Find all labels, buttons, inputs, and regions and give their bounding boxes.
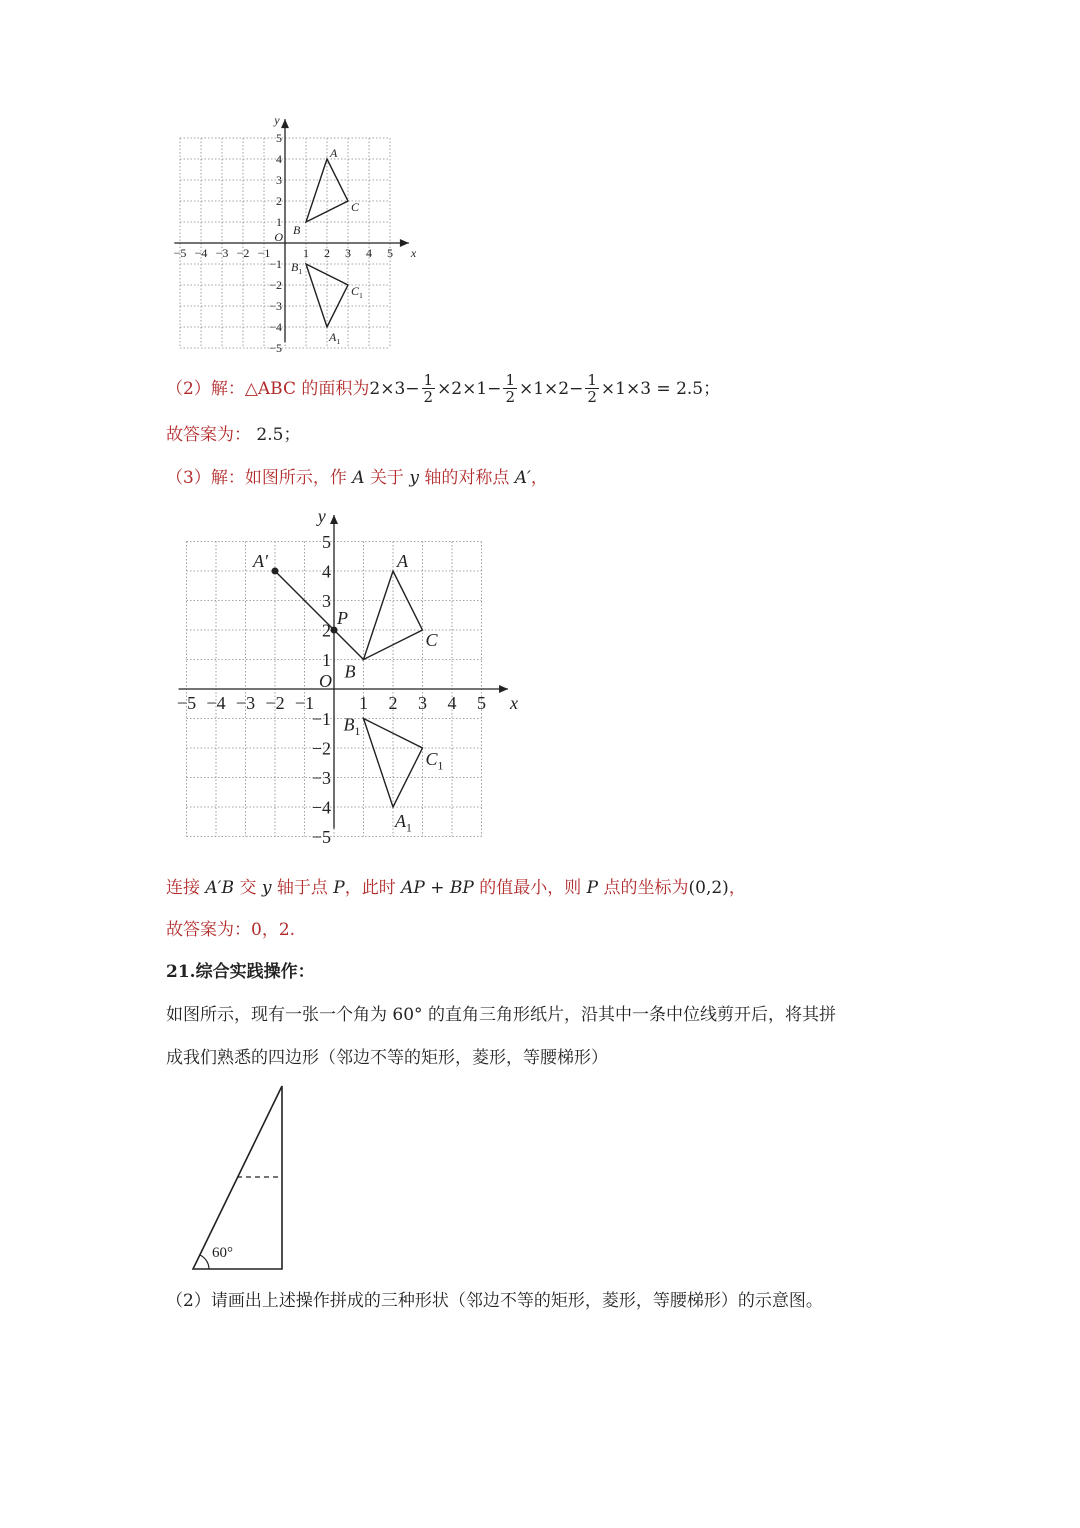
dot-A-prime — [272, 568, 279, 575]
point-label-A-prime: A′ — [253, 551, 268, 571]
frac-den: 2 — [505, 388, 515, 406]
y-tick-label: 3 — [322, 590, 331, 611]
y-axis-arrow — [281, 119, 289, 128]
y-tick-label: 5 — [276, 131, 282, 146]
text-seg: （3）解：如图所示，作 — [166, 468, 353, 488]
part3-intro — [166, 466, 548, 490]
point-A: A — [352, 468, 365, 488]
y-tick-label: −3 — [311, 767, 331, 788]
coordinate-graph-1 — [160, 95, 417, 356]
point-label-C: C — [425, 630, 438, 650]
segment-AB: A′B — [205, 878, 235, 898]
x-tick-label: 3 — [418, 693, 427, 713]
point-label-C1: $C_1$ — [351, 284, 363, 300]
answer-value: 0，2. — [251, 920, 296, 940]
x-axis-arrow — [499, 685, 508, 693]
x-tick-label: 4 — [447, 693, 457, 713]
fraction-half-2 — [503, 372, 517, 405]
part3-answer — [166, 918, 295, 942]
y-tick-label: −2 — [269, 278, 282, 293]
frac-den: 2 — [587, 388, 597, 406]
right-triangle-figure — [185, 1080, 295, 1275]
coordinate-graph-2 — [160, 505, 520, 860]
axis-y: y — [261, 878, 272, 898]
frac-den: 2 — [423, 388, 434, 406]
triangles-and-path — [272, 568, 423, 808]
text-seg: 轴的对称点 — [418, 468, 515, 488]
answer-value: 2.5； — [256, 425, 301, 445]
axes — [176, 515, 509, 829]
point-label-C1: $C_1$ — [425, 749, 444, 773]
y-axis-arrow — [330, 515, 338, 524]
question-21-para2: 成我们熟悉的四边形（邻边不等的矩形，菱形，等腰梯形） — [166, 1048, 608, 1068]
x-tick-label: 5 — [477, 693, 486, 713]
x-tick-label: −4 — [206, 693, 226, 713]
part2-answer — [166, 423, 300, 447]
text-seg: 轴于点 — [271, 878, 334, 898]
point-label-B1: $B_1$ — [291, 260, 303, 276]
frac-num: 1 — [505, 371, 515, 389]
origin-label: O — [274, 230, 283, 244]
axis-and-point-labels — [177, 506, 518, 847]
part2-solution-line — [166, 372, 720, 405]
y-tick-label: 2 — [322, 620, 331, 641]
x-tick-label: 3 — [345, 246, 351, 260]
x-axis-label: x — [410, 246, 417, 260]
x-tick-label: −2 — [236, 246, 250, 260]
point-label-B: B — [344, 661, 356, 682]
part2-end: ； — [703, 378, 721, 399]
x-tick-label: −1 — [294, 693, 315, 713]
point-label-P: P — [337, 608, 348, 628]
text-seg: 交 — [234, 878, 262, 898]
fraction-half-1 — [422, 372, 436, 405]
y-tick-label: −5 — [269, 341, 282, 356]
answer-label: 故答案为： — [166, 920, 251, 940]
x-tick-label: −5 — [173, 246, 187, 260]
y-tick-label: −4 — [269, 320, 282, 335]
point-label-B1: $B_1$ — [343, 714, 361, 738]
y-tick-label: −4 — [311, 797, 331, 818]
x-tick-label: −3 — [215, 246, 229, 260]
segment-A-prime-B — [275, 571, 364, 660]
part2-term3: ×1×3 = 2.5 — [600, 378, 704, 399]
point-label-B: B — [293, 223, 301, 237]
text-seg: 的值最小，则 — [473, 878, 587, 898]
part3-conclusion — [166, 876, 746, 900]
x-tick-label: 5 — [387, 246, 393, 260]
origin-label: O — [319, 671, 332, 691]
text-seg: 点的坐标为 — [598, 878, 689, 898]
part2-term1: ×2×1− — [437, 378, 502, 399]
y-tick-label: −1 — [269, 257, 282, 272]
y-tick-label: 4 — [276, 152, 282, 167]
y-tick-label: 1 — [322, 649, 331, 670]
x-tick-label: 2 — [324, 246, 330, 260]
y-tick-label: −1 — [311, 708, 331, 729]
text-seg: ， — [728, 878, 746, 898]
x-tick-label: −3 — [235, 693, 256, 713]
x-tick-label: −4 — [194, 246, 208, 260]
y-tick-label: 5 — [322, 531, 331, 552]
y-tick-label: 1 — [276, 215, 282, 230]
point-label-A: A — [397, 551, 408, 571]
point-label-A: A — [330, 146, 338, 160]
sum-AP-BP: AP + BP — [401, 878, 474, 898]
point-label-A1: $A_1$ — [395, 811, 412, 835]
part2-prefix: （2）解：△ABC 的面积为 — [166, 378, 370, 399]
text-seg: ， — [530, 468, 548, 488]
angle-arc — [200, 1255, 209, 1269]
y-axis-label: y — [274, 112, 280, 127]
point-label-A1: $A_1$ — [329, 330, 341, 346]
x-tick-label: −5 — [176, 693, 197, 713]
x-tick-label: 4 — [366, 246, 372, 260]
coord-P: (0,2) — [688, 878, 729, 898]
y-tick-label: −3 — [269, 299, 282, 314]
y-tick-label: 2 — [276, 194, 282, 209]
angle-label: 60° — [212, 1245, 233, 1261]
point-label-C: C — [351, 200, 360, 214]
part2-expr-start: 2×3− — [369, 378, 420, 399]
x-axis-label: x — [510, 693, 519, 713]
question-21-part2: （2）请画出上述操作拼成的三种形状（邻边不等的矩形，菱形，等腰梯形）的示意图。 — [166, 1291, 823, 1311]
part2-term2: ×1×2− — [518, 378, 584, 399]
y-tick-label: 3 — [276, 173, 282, 188]
axes — [174, 119, 409, 342]
text-seg: 连接 — [166, 878, 206, 898]
y-tick-label: −2 — [311, 738, 331, 759]
frac-num: 1 — [423, 371, 434, 389]
point-P: P — [333, 878, 345, 898]
text-seg: ，此时 — [344, 878, 402, 898]
x-tick-label: −1 — [257, 246, 271, 260]
point-P: P — [586, 878, 599, 898]
axis-y: y — [409, 468, 419, 488]
fraction-half-3 — [585, 372, 599, 405]
x-axis-arrow — [400, 239, 409, 247]
y-tick-label: −5 — [311, 826, 331, 847]
answer-label: 故答案为： — [166, 425, 251, 445]
x-tick-label: 2 — [388, 693, 398, 713]
frac-num: 1 — [587, 371, 597, 389]
point-A-prime: A′ — [514, 468, 531, 488]
y-tick-label: 4 — [322, 561, 331, 582]
x-tick-label: 1 — [303, 246, 309, 260]
x-tick-label: 1 — [359, 693, 368, 713]
x-tick-label: −2 — [265, 693, 285, 713]
text-seg: 关于 — [364, 468, 410, 488]
question-21-title: 21.综合实践操作： — [166, 962, 315, 982]
y-axis-label: y — [317, 506, 326, 527]
question-21-para1: 如图所示，现有一张一个角为 60° 的直角三角形纸片，沿其中一条中位线剪开后，将其拼 — [166, 1005, 836, 1025]
axis-and-point-labels — [174, 113, 417, 355]
